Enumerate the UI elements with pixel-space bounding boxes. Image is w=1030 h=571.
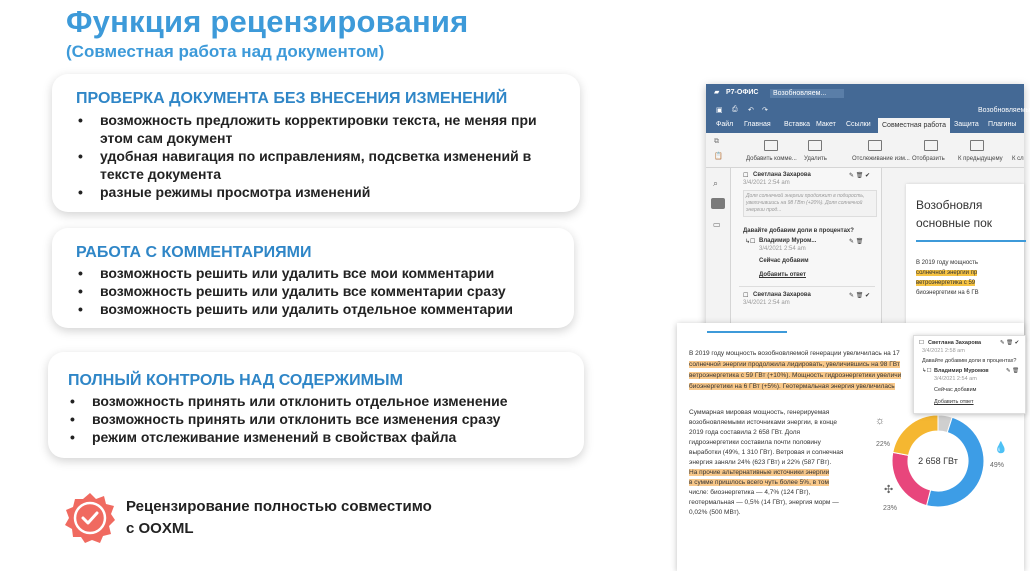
comment-author: Светлана Захарова xyxy=(753,172,811,178)
donut-chart xyxy=(878,401,998,521)
heading-rule xyxy=(707,331,787,333)
reply-arrow-icon: ↳☐ xyxy=(745,239,756,245)
document-tab[interactable]: Возобновляем... xyxy=(770,89,844,98)
feature-list xyxy=(66,392,508,446)
checkbox-icon[interactable]: ☐ xyxy=(743,293,749,299)
feature-list xyxy=(74,264,513,318)
delete-icon[interactable] xyxy=(808,140,822,151)
comment-date: 3/4/2021 2:54 am xyxy=(743,180,790,186)
doc-text-line-highlighted: биоэнергетики на 6 ГВт (+5%). Геотермальная энергия увеличилась xyxy=(689,383,895,390)
redo-icon[interactable]: ↷ xyxy=(762,107,768,114)
undo-icon[interactable]: ↶ xyxy=(748,107,754,114)
document-title: Возобновляемы xyxy=(978,107,1030,114)
tab-protection[interactable]: Защита xyxy=(954,121,979,128)
reply-date: 3/4/2021 2:54 am xyxy=(934,376,977,382)
chart-label-solar: 22% xyxy=(876,441,891,448)
doc-text-line: 2019 года составила 2 658 ГВт. Доля xyxy=(689,429,801,436)
copy-icon[interactable]: ⧉ xyxy=(714,138,719,145)
reply-actions-icon[interactable]: ✎ 🗑 xyxy=(849,239,864,245)
doc-text-line: энергия заняли 24% (623 ГВт) и 22% (587 ГВт). xyxy=(689,459,832,466)
heading-line: Возобновля xyxy=(916,198,983,212)
comment-author: Светлана Захарова xyxy=(928,340,982,346)
app-logo-icon: ▰ xyxy=(714,89,720,96)
reply-text: Сейчас добавим xyxy=(759,258,809,264)
divider xyxy=(739,286,875,287)
reply-actions-icon[interactable]: ✎ 🗑 xyxy=(1006,368,1020,374)
doc-text-line-highlighted: ветроэнергетика с 59 ГВт (+10%). Мощность гидроэнергетики увеличи xyxy=(689,372,902,379)
print-icon[interactable]: ⎙ xyxy=(732,106,738,113)
previous-change-button[interactable]: К предыдущему xyxy=(958,156,1003,162)
chart-label-hydro: 49% xyxy=(990,462,1005,469)
tab-file[interactable]: Файл xyxy=(716,121,734,128)
comment-popup xyxy=(913,335,1026,414)
track-changes-icon[interactable] xyxy=(868,140,882,151)
delete-button[interactable]: Удалить xyxy=(804,156,827,162)
comments-icon[interactable] xyxy=(711,198,725,209)
doc-text-line-highlighted: солнечной энергии продолжила лидировать, увеличившись на 98 ГВт xyxy=(689,361,900,368)
add-comment-button[interactable]: Добавить комме... xyxy=(746,156,797,162)
feature-card-review xyxy=(52,74,580,212)
list-item-continuation: тексте документа xyxy=(100,166,222,182)
doc-text-line: числе: биоэнергетика — 4,7% (124 ГВт), xyxy=(689,489,811,496)
page-subtitle: (Совместная работа над документом) xyxy=(66,42,385,61)
solar-icon: ☼ xyxy=(875,415,886,427)
list-item-continuation: этом сам документ xyxy=(100,130,233,146)
doc-text-line: В 2019 году мощность возобновляемой генерации увеличилась на 17 xyxy=(689,350,900,357)
heading-rule xyxy=(916,240,1026,242)
doc-text-line: 0,02% (500 МВт). xyxy=(689,509,741,516)
comment-actions-icon[interactable]: ✎ 🗑 ✔ xyxy=(849,293,871,299)
tab-home[interactable]: Главная xyxy=(744,121,771,128)
checkmark-badge-icon xyxy=(64,492,116,544)
feature-card-comments xyxy=(52,228,574,328)
paste-icon[interactable]: 📋 xyxy=(714,153,723,160)
water-icon: 💧 xyxy=(994,442,1008,454)
list-item: • разные режимы просмотра изменений xyxy=(74,183,537,201)
doc-text-line: гидроэнергетики составила почти половину xyxy=(689,439,821,446)
wind-icon: ✣ xyxy=(884,484,894,496)
checkbox-icon[interactable]: ☐ xyxy=(919,340,924,346)
reply-author: Владимир Муромов xyxy=(934,368,989,374)
comment-date: 3/4/2021 2:54 am xyxy=(743,300,790,306)
page-text-line: ветроэнергетика с 59 xyxy=(916,280,976,286)
list-item: • возможность решить или удалить все мои комментарии xyxy=(74,264,513,282)
feature-card-control xyxy=(48,352,584,458)
chat-icon[interactable]: ▭ xyxy=(713,220,721,229)
display-button[interactable]: Отобразить xyxy=(912,156,945,162)
card-heading: ПРОВЕРКА ДОКУМЕНТА БЕЗ ВНЕСЕНИЯ ИЗМЕНЕНИЙ xyxy=(76,90,508,107)
comment-author: Светлана Захарова xyxy=(753,292,811,298)
list-item: • возможность предложить корректировки текста, не меняя при xyxy=(74,111,537,129)
note-line: Рецензирование полностью совместимо xyxy=(126,498,432,515)
save-icon[interactable]: ▣ xyxy=(716,107,723,114)
editor-window xyxy=(706,84,1030,334)
comment-actions-icon[interactable]: ✎ 🗑 ✔ xyxy=(849,173,871,179)
add-comment-icon[interactable] xyxy=(764,140,778,151)
display-icon[interactable] xyxy=(924,140,938,151)
tab-insert[interactable]: Вставка xyxy=(784,121,811,128)
doc-text-line: возобновляемыми источниками энергии, в конце xyxy=(689,419,838,426)
next-change-button[interactable]: К сл xyxy=(1012,156,1024,162)
donut-slice-Солнечная энергия xyxy=(893,415,938,455)
comment-text: Давайте добавим доли в процентах? xyxy=(922,358,1017,364)
page-text-line: В 2019 году мощность xyxy=(916,260,979,266)
chart-label-wind: 23% xyxy=(883,505,898,512)
heading-line: основные пок xyxy=(916,216,993,230)
doc-text-line: Суммарная мировая мощность, генерируемая xyxy=(689,409,830,416)
tab-plugins[interactable]: Плагины xyxy=(988,121,1017,128)
chart-center-label: 2 658 ГВт xyxy=(918,456,958,466)
page-title: Функция рецензирования xyxy=(66,4,469,39)
reply-arrow-icon: ↳☐ xyxy=(922,368,932,374)
list-item: • возможность решить или удалить отдельное комментарии xyxy=(74,300,513,318)
page-text-line: солнечной энергии пр xyxy=(916,270,978,276)
page-heading xyxy=(916,198,992,230)
tab-layout[interactable]: Макет xyxy=(816,121,836,128)
app-brand: Р7-ОФИС xyxy=(726,89,759,96)
list-item: • возможность принять или отклонить отдельное изменение xyxy=(66,392,508,410)
track-changes-button[interactable]: Отслеживание изм... xyxy=(852,156,910,162)
doc-text-line: геотермальная — 0,5% (14 ГВт), энергия морм — xyxy=(689,499,839,506)
compatibility-note xyxy=(126,496,432,540)
comments-panel xyxy=(731,168,882,338)
reply-author: Владимир Муром... xyxy=(759,238,817,244)
reply-date: 3/4/2021 2:54 am xyxy=(759,246,806,252)
title-bar xyxy=(706,84,1024,102)
card-heading: РАБОТА С КОММЕНТАРИЯМИ xyxy=(76,244,312,261)
doc-text-line-highlighted: в сумме пришлось всего чуть более 5%, в том xyxy=(689,479,829,486)
search-icon[interactable]: ⌕ xyxy=(713,178,719,188)
comment-quote: Доля солнечной энергии продолжит в подирость, увеличившись на 98 ГВт (+20%). Доля солнечной энергии прод... xyxy=(743,190,877,217)
card-heading: ПОЛНЫЙ КОНТРОЛЬ НАД СОДЕРЖИМЫМ xyxy=(68,372,403,389)
comment-text: Давайте добавим доли в процентах? xyxy=(743,228,854,234)
checkbox-icon[interactable]: ☐ xyxy=(743,173,749,179)
tab-collaboration[interactable]: Совместная работа xyxy=(878,118,950,133)
quick-access-bar xyxy=(706,102,1030,118)
feature-list xyxy=(74,111,537,201)
add-reply-link[interactable]: Добавить ответ xyxy=(934,399,974,405)
list-item: • возможность принять или отклонить все изменения сразу xyxy=(66,410,508,428)
tab-references[interactable]: Ссылки xyxy=(846,121,871,128)
list-item: • режим отслеживание изменений в свойствах файла xyxy=(66,428,508,446)
comment-date: 3/4/2021 2:58 am xyxy=(922,348,965,354)
doc-text-line-highlighted: На прочие альтернативные источники энергии xyxy=(689,469,830,476)
page-text-line: биоэнергетики на 6 ГВ xyxy=(916,290,979,296)
reply-text: Сейчас добавим xyxy=(934,387,977,393)
previous-change-icon[interactable] xyxy=(970,140,984,151)
left-sidebar xyxy=(706,168,731,338)
add-reply-link[interactable]: Добавить ответ xyxy=(759,272,806,278)
document-page xyxy=(906,184,1024,344)
doc-text-line: выработки (49%, 1 310 ГВт). Ветровая и солнечная xyxy=(689,449,844,456)
comment-actions-icon[interactable]: ✎ 🗑 ✔ xyxy=(1000,340,1020,346)
list-item: • возможность решить или удалить все комментарии сразу xyxy=(74,282,513,300)
note-line: с OOXML xyxy=(126,520,194,537)
list-item: • удобная навигация по исправлениям, подсветка изменений в xyxy=(74,147,537,165)
